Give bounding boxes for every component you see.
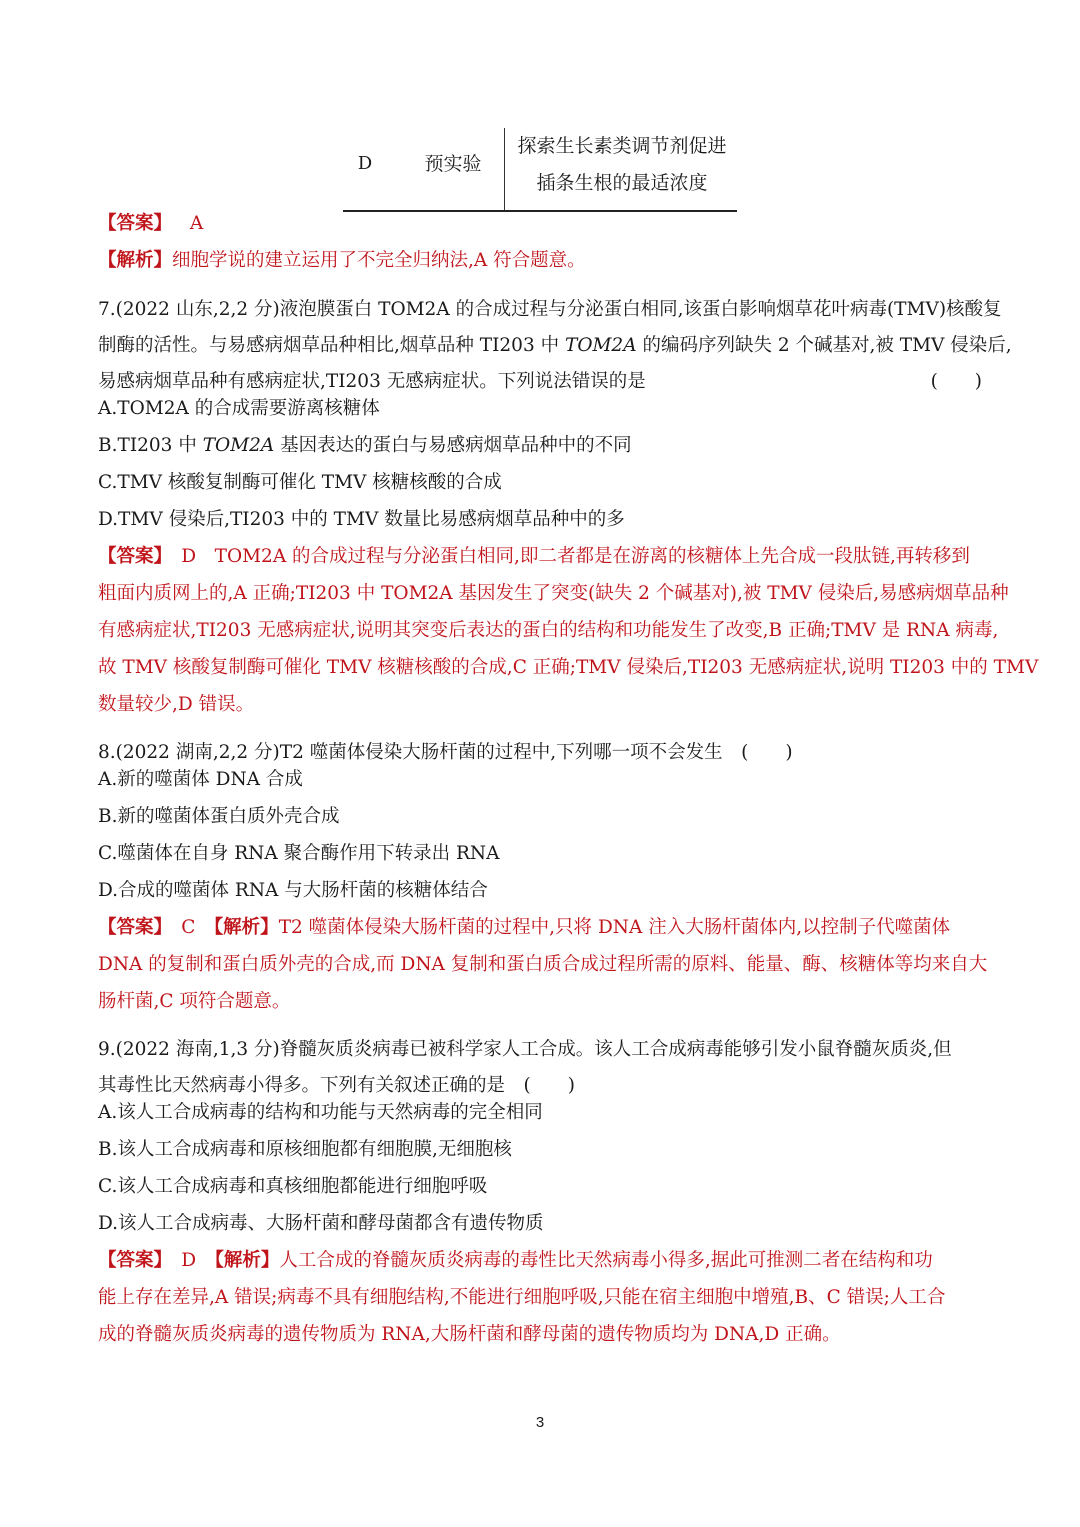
answer-value: A <box>189 213 204 234</box>
q7-answer-line-2: 粗面内质网上的,A 正确;TI203 中 TOM2A 基因发生了突变(缺失 2 个碱基对),被 TMV 侵染后,易感病烟草品种 <box>98 583 1009 604</box>
q9-option-c: C.该人工合成病毒和真核细胞都能进行细胞呼吸 <box>98 1176 488 1197</box>
q8-option-c: C.噬菌体在自身 RNA 聚合酶作用下转录出 RNA <box>98 843 500 864</box>
q8-answer-line-1 <box>98 914 982 942</box>
q7-stem-question: 易感病烟草品种有感病症状,TI203 无感病症状。下列说法错误的是 <box>98 371 646 392</box>
q9-stem-line-1: 9.(2022 海南,1,3 分)脊髓灰质炎病毒已被科学家人工合成。该人工合成病毒能够引发小鼠脊髓灰质炎,但 <box>98 1039 952 1060</box>
q6-analysis <box>98 247 982 275</box>
q7-answer-text: D TOM2A 的合成过程与分泌蛋白相同,即二者都是在游离的核糖体上先合成一段肽链,再转移到 <box>162 546 970 567</box>
q8-option-a: A.新的噬菌体 DNA 合成 <box>98 769 303 790</box>
q8-stem: 8.(2022 湖南,2,2 分)T2 噬菌体侵染大肠杆菌的过程中,下列哪一项不会发生 ( ) <box>98 742 793 763</box>
q7-option-a: A.TOM2A 的合成需要游离核糖体 <box>98 398 380 419</box>
q9-answer-line-1 <box>98 1247 982 1275</box>
q7-stem-line-2 <box>98 332 1012 360</box>
experiment-table-row <box>343 128 737 212</box>
q9-analysis-text: 人工合成的脊髓灰质炎病毒的毒性比天然病毒小得多,据此可推测二者在结构和功 <box>279 1250 933 1271</box>
q7-option-b-gene: TOM2A <box>202 435 275 456</box>
q9-answer-line-2: 能上存在差异,A 错误;病毒不具有细胞结构,不能进行细胞呼吸,只能在宿主细胞中增殖,B、C 错误;人工合 <box>98 1287 946 1308</box>
q9-stem-line-2: 其毒性比天然病毒小得多。下列有关叙述正确的是 ( ) <box>98 1075 575 1096</box>
answer-tag: 【答案】 <box>98 1250 163 1271</box>
answer-tag: 【答案】 <box>98 213 173 234</box>
answer-tag: 【答案】 <box>98 546 163 567</box>
table-divider <box>504 128 505 210</box>
q8-option-b: B.新的噬菌体蛋白质外壳合成 <box>98 806 340 827</box>
analysis-tag: 【解析】 <box>214 1250 280 1271</box>
q7-stem-line-3 <box>98 368 982 396</box>
q8-option-d: D.合成的噬菌体 RNA 与大肠杆菌的核糖体结合 <box>98 880 488 901</box>
q7-option-d: D.TMV 侵染后,TI203 中的 TMV 数量比易感病烟草品种中的多 <box>98 509 625 530</box>
table-cell-method: 预实验 <box>424 153 482 175</box>
answer-blank: ( ) <box>930 371 982 392</box>
table-desc-line-1: 探索生长素类调节剂促进 <box>517 135 727 157</box>
q7-answer-line-1 <box>98 543 982 571</box>
q7-stem-text-2: 的编码序列缺失 2 个碱基对,被 TMV 侵染后, <box>636 335 1012 356</box>
page-number: 3 <box>535 1414 545 1431</box>
table-cell-description <box>507 128 737 202</box>
q7-answer-line-3: 有感病症状,TI203 无感病症状,说明其突变后表达的蛋白的结构和功能发生了改变,B 正确;TMV 是 RNA 病毒, <box>98 620 999 641</box>
table-desc-line-2: 插条生根的最适浓度 <box>536 172 708 194</box>
q7-option-c: C.TMV 核酸复制酶可催化 TMV 核糖核酸的合成 <box>98 472 502 493</box>
q9-option-b: B.该人工合成病毒和原核细胞都有细胞膜,无细胞核 <box>98 1139 512 1160</box>
answer-value: C <box>162 917 214 938</box>
q8-answer-line-3: 肠杆菌,C 项符合题意。 <box>98 991 291 1012</box>
q7-option-b-text-2: 基因表达的蛋白与易感病烟草品种中的不同 <box>274 435 632 456</box>
answer-value: D <box>162 1250 215 1271</box>
analysis-text: 细胞学说的建立运用了不完全归纳法,A 符合题意。 <box>172 250 586 271</box>
q7-gene-name: TOM2A <box>564 335 637 356</box>
q7-stem-text: 制酶的活性。与易感病烟草品种相比,烟草品种 TI203 中 <box>98 335 565 356</box>
q7-answer-line-5: 数量较少,D 错误。 <box>98 694 255 715</box>
q8-answer-line-2: DNA 的复制和蛋白质外壳的合成,而 DNA 复制和蛋白质合成过程所需的原料、能量、酶、核糖体等均来自大 <box>98 954 988 975</box>
analysis-tag: 【解析】 <box>98 250 173 271</box>
analysis-tag: 【解析】 <box>213 917 279 938</box>
q8-analysis-text: T2 噬菌体侵染大肠杆菌的过程中,只将 DNA 注入大肠杆菌体内,以控制子代噬菌体 <box>278 917 951 938</box>
q7-option-b <box>98 432 982 460</box>
q9-answer-line-3: 成的脊髓灰质炎病毒的遗传物质为 RNA,大肠杆菌和酵母菌的遗传物质均为 DNA,D 正确。 <box>98 1324 841 1345</box>
q9-option-d: D.该人工合成病毒、大肠杆菌和酵母菌都含有遗传物质 <box>98 1213 544 1234</box>
answer-tag: 【答案】 <box>98 917 163 938</box>
q7-answer-line-4: 故 TMV 核酸复制酶可催化 TMV 核糖核酸的合成,C 正确;TMV 侵染后,TI203 无感病症状,说明 TI203 中的 TMV <box>98 657 1039 678</box>
q7-option-b-text: B.TI203 中 <box>98 435 203 456</box>
q9-option-a: A.该人工合成病毒的结构和功能与天然病毒的完全相同 <box>98 1102 543 1123</box>
q7-stem-line-1: 7.(2022 山东,2,2 分)液泡膜蛋白 TOM2A 的合成过程与分泌蛋白相同,该蛋白影响烟草花叶病毒(TMV)核酸复 <box>98 299 1002 320</box>
table-cell-id: D <box>357 153 373 174</box>
q6-answer <box>98 210 982 238</box>
